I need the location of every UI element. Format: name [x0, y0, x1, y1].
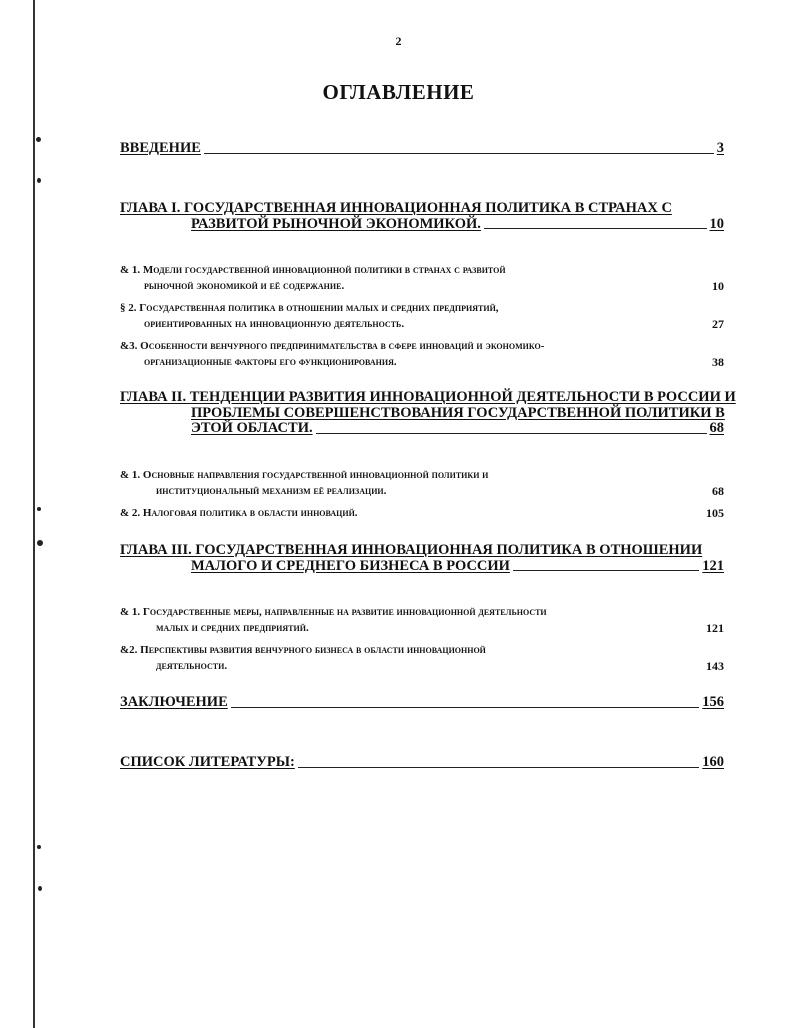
dot-leader	[204, 153, 714, 154]
chapter-2-title-line-3: ЭТОЙ ОБЛАСТИ.	[191, 420, 313, 436]
toc-section-3-1[interactable]	[120, 604, 724, 636]
section-1-2-page: 27	[712, 317, 724, 331]
section-3-2-line-1: &2. Перспективы развития венчурного бизнеса в области инновационной	[120, 644, 486, 656]
conclusion-page: 156	[702, 694, 724, 710]
section-1-3-line-1: &3. Особенности венчурного предпринимательства в сфере инноваций и экономико-	[120, 340, 545, 352]
section-1-2-line-1: § 2. Государственная политика в отношении малых и средних предприятий,	[120, 302, 499, 314]
section-1-3-line-2: организационные факторы его функционирования.	[144, 356, 397, 368]
chapter-1-title-line-2: РАЗВИТОЙ РЫНОЧНОЙ ЭКОНОМИКОЙ.	[191, 215, 481, 232]
scan-speck	[36, 137, 41, 142]
section-1-1-line-1: & 1. Модели государственной инновационной политики в странах с развитой	[120, 264, 506, 276]
section-3-1-page: 121	[706, 621, 724, 635]
toc-entry-chapter-1[interactable]	[120, 201, 724, 232]
dot-leader	[513, 570, 699, 571]
toc-section-3-2[interactable]	[120, 642, 724, 674]
toc-section-2-2[interactable]	[120, 505, 724, 521]
section-1-1-line-2: рыночной экономикой и её содержание.	[144, 280, 345, 292]
toc-section-1-2[interactable]	[120, 300, 724, 332]
section-3-2-page: 143	[706, 659, 724, 673]
chapter-1-page: 10	[709, 215, 724, 232]
toc-section-1-3[interactable]	[120, 338, 724, 370]
toc-intro-page: 3	[716, 140, 724, 156]
scan-speck	[38, 886, 42, 891]
section-2-2-line-1: & 2. Налоговая политика в области инноваций.	[120, 507, 358, 519]
section-1-1-page: 10	[712, 279, 724, 293]
chapter-3-title-line-2: МАЛОГО И СРЕДНЕГО БИЗНЕСА В РОССИИ	[191, 557, 510, 574]
toc-intro-title: ВВЕДЕНИЕ	[120, 140, 201, 156]
section-3-2-line-2: деятельности.	[156, 660, 228, 672]
references-title: СПИСОК ЛИТЕРАТУРЫ:	[120, 754, 295, 770]
dot-leader	[484, 228, 707, 229]
toc-section-1-1[interactable]	[120, 262, 724, 294]
toc-section-2-1[interactable]	[120, 467, 724, 499]
scan-speck	[37, 178, 41, 183]
section-3-1-line-1: & 1. Государственные меры, направленные на развитие инновационной деятельности	[120, 606, 547, 618]
section-2-1-line-2: институциональный механизм её реализации.	[156, 485, 387, 497]
section-1-2-line-2: ориентированных на инновационную деятельность.	[144, 318, 405, 330]
scan-speck	[37, 845, 41, 849]
references-page: 160	[702, 754, 724, 770]
toc-entry-conclusion[interactable]	[120, 695, 724, 711]
toc-entry-intro[interactable]	[120, 141, 724, 157]
chapter-2-page: 68	[709, 420, 724, 436]
dot-leader	[231, 707, 699, 708]
section-2-1-page: 68	[712, 484, 724, 498]
scan-speck	[37, 540, 43, 546]
section-3-1-line-2: малых и средних предприятий.	[156, 622, 309, 634]
scan-speck	[37, 507, 41, 511]
conclusion-title: ЗАКЛЮЧЕНИЕ	[120, 694, 228, 710]
section-1-3-page: 38	[712, 355, 724, 369]
dot-leader	[298, 767, 699, 768]
chapter-3-page: 121	[702, 557, 724, 574]
section-2-2-page: 105	[706, 506, 724, 520]
binding-edge	[33, 0, 35, 1028]
chapter-1-title-line-1: ГЛАВА I. ГОСУДАРСТВЕННАЯ ИННОВАЦИОННАЯ ПОЛИТИКА В СТРАНАХ С	[120, 200, 672, 216]
dot-leader	[316, 433, 707, 434]
toc-entry-chapter-2[interactable]	[120, 389, 736, 437]
page-title: ОГЛАВЛЕНИЕ	[322, 80, 475, 104]
chapter-2-title-line-2: ПРОБЛЕМЫ СОВЕРШЕНСТВОВАНИЯ ГОСУДАРСТВЕННОЙ ПОЛИТИКИ В	[191, 404, 725, 421]
chapter-2-title-line-1: ГЛАВА II. ТЕНДЕНЦИИ РАЗВИТИЯ ИННОВАЦИОННОЙ ДЕЯТЕЛЬНОСТИ В РОССИИ И	[120, 389, 736, 405]
toc-entry-chapter-3[interactable]	[120, 543, 724, 574]
section-2-1-line-1: & 1. Основные направления государственной инновационной политики и	[120, 469, 489, 481]
chapter-3-title-line-1: ГЛАВА III. ГОСУДАРСТВЕННАЯ ИННОВАЦИОННАЯ ПОЛИТИКА В ОТНОШЕНИИ	[120, 542, 703, 558]
page-number: 2	[395, 34, 402, 48]
toc-entry-references[interactable]	[120, 755, 724, 771]
